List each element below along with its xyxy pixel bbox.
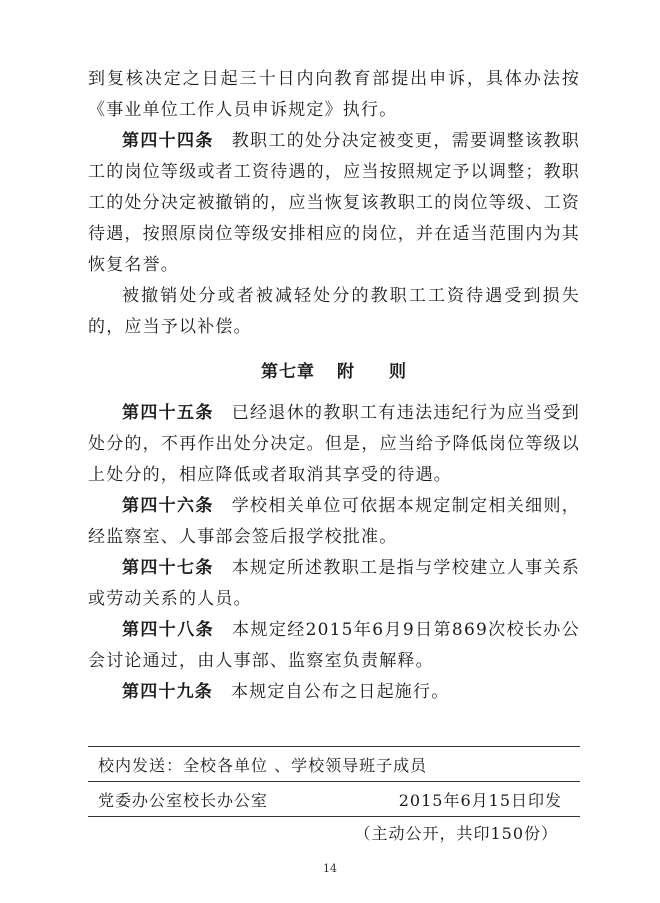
chapter-number: 第七章 (261, 362, 315, 382)
chapter-title-char-1: 附 (337, 362, 355, 382)
article-48-text: 本规定经2015年6月9日第869次校长办公会讨论通过，由人事部、监察室负责解释。 (88, 620, 580, 671)
distribution-footer (88, 746, 580, 844)
page-number: 14 (323, 862, 337, 875)
distribution-list: 校内发送：全校各单位 、学校领导班子成员 (98, 755, 428, 775)
article-45-number: 第四十五条 (122, 403, 214, 423)
article-47-number: 第四十七条 (122, 558, 214, 578)
issuer-row (88, 782, 580, 816)
publication-note: （主动公开，共印150份） (354, 824, 558, 843)
article-45 (88, 398, 580, 491)
issuing-office: 党委办公室校长办公室 (98, 790, 269, 810)
article-47 (88, 553, 580, 615)
article-49-text: 本规定自公布之日起施行。 (231, 682, 450, 702)
article-48 (88, 615, 580, 677)
article-44-number: 第四十四条 (122, 131, 214, 151)
article-44-text: 教职工的处分决定被变更，需要调整该教职工的岗位等级或者工资待遇的，应当按照规定予以调整；教职工的处分决定被撤销的，应当恢复该教职工的岗位等级、工资待遇，按照原岗位等级安排相应的岗位，并在适当范围内为其恢复名誉。 (88, 131, 580, 275)
document-body (88, 60, 580, 708)
article-44-paragraph-2: 被撤销处分或者被减轻处分的教职工工资待遇受到损失的，应当予以补偿。 (88, 286, 580, 337)
chapter-title-char-2: 则 (389, 362, 407, 382)
continuation-paragraph: 到复核决定之日起三十日内向教育部提出申诉，具体办法按《事业单位工作人员申诉规定》执行。 (88, 69, 580, 120)
article-48-number: 第四十八条 (122, 620, 215, 640)
footer-bottom-rule (88, 816, 580, 817)
article-44 (88, 126, 580, 281)
article-46-number: 第四十六条 (122, 496, 214, 516)
article-49-number: 第四十九条 (122, 682, 213, 702)
article-49 (88, 677, 580, 708)
article-47-text: 本规定所述教职工是指与学校建立人事关系或劳动关系的人员。 (88, 558, 580, 609)
article-46-text: 学校相关单位可依据本规定制定相关细则，经监察室、人事部会签后报学校批准。 (88, 496, 580, 547)
chapter-heading (88, 357, 580, 388)
issue-date: 2015年6月15日印发 (398, 790, 562, 810)
article-45-text: 已经退休的教职工有违法违纪行为应当受到处分的，不再作出处分决定。但是，应当给予降低岗位等级以上处分的，相应降低或者取消其享受的待遇。 (88, 403, 580, 485)
article-46 (88, 491, 580, 553)
distribution-row (88, 747, 580, 781)
